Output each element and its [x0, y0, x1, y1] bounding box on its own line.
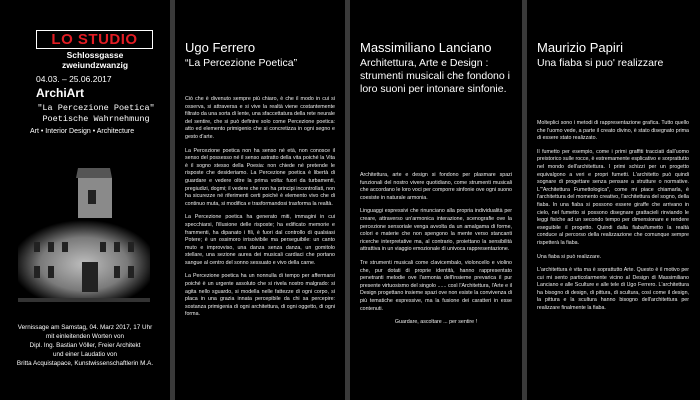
categories-line: Art • Interior Design • Architecture	[30, 128, 135, 135]
vernissage-line: Dipl. Ing. Bastian Völler, Freier Architekt	[29, 342, 141, 349]
vernissage-line: Vernissage am Samstag, 04. Marz 2017, 17 Uhr	[17, 324, 153, 331]
artist-name: Ugo Ferrero	[185, 40, 256, 55]
artist-statement-text	[360, 172, 512, 333]
paragraph: Guardare, ascoltare ... per sentire !	[394, 319, 478, 326]
artist-statement-title: Una fiaba si puo' realizzare	[537, 57, 664, 69]
vernissage-line: mit einleitenden Worten von	[46, 333, 124, 340]
paragraph: La Percezione poetica ha un nonnulla di tempo per affermarsi poiché è un urgente assoluto che si rivela nostro malgrado: si agita nello sguardo, si modella nelle fattezze di ogni corpo, si placa in una grazia innata percepibile da chi sa percepire: sostanza primigenia di ogni architettura, di ogni oggetto, di ogni forma.	[185, 273, 335, 318]
vernissage-line: und einer Laudatio von	[52, 351, 118, 358]
artist-statement-title: Architettura, Arte e Design : strumenti musicali che fondono i loro suoni per intonare sinfonie.	[360, 57, 510, 95]
german-subtitle: Poetische Wahrnehmung	[42, 114, 150, 124]
exhibition-dates: 04.03. – 25.06.2017	[36, 74, 112, 84]
exhibition-title: ArchiArt	[36, 86, 85, 100]
paragraph: L'architettura è vita ma è soprattutto Arte. Questo è il motivo per cui mi sento particolarmente vicino al Design di Massimiliano Lanciano e alle Sculture e alle tele di Ugo Ferrero. L'architettura ha bisogno di design, di pittura, di scultura, così come il design, la pittura e la scultura hanno bisogno dell'architettura per realizzare finalmente la fiaba.	[537, 267, 689, 312]
paragraph: Architettura, arte e design si fondono per plasmare spazi funzionali del nostro vivere quotidiano, come strumenti musicali che accordano le loro voci per comporre sinfonie ove ogni suono coesiste in naturale armonia.	[360, 172, 512, 201]
paragraph: Una fiaba si può realizzare.	[537, 253, 602, 260]
artist-name: Maurizio Papiri	[537, 40, 623, 55]
paragraph: Molteplici sono i metodi di rappresentazione grafica. Tutto quello che l'uomo vede, a parte il creato divino, è stato disegnato prima di essere stato realizzato.	[537, 120, 689, 142]
building-night-photo	[0, 150, 170, 320]
paragraph: La Percezione poetica ha generato miti, immagini in cui specchiarsi, l'illusione delle risposte; ha edificato memorie e frammenti, ha dipanato i fili, è fuori dal controllo di qualsiasi Potere; è un ossimoro irrisolvibile ma perseguibile: un canto muto e improvviso, una danza senza danza, un gomitolo stellare, una sezione aurea dei musicali cardiaci che portano sangue al centro del sonno sessuato e vivo della carne.	[185, 214, 335, 266]
paragraph: Linguaggi espressivi che rinunciano alla propria individualità per creare, attraverso un'armonica interazione, scenografie ove la percezione sensoriale venga avvolta da un amalgama di forme, colori e materie che non spengono la mente verso stancanti ricerche interpretative ma, al contrario, proiettano la sensibilità attrattiva in un viaggio emozionale di univoca rappresentazione.	[360, 208, 512, 253]
artist-statement-text	[537, 120, 689, 319]
vernissage-line: Britta Acquistapace, Kunstwissenschaftlerin M.A.	[16, 360, 154, 367]
studio-logo: LO STUDIO	[36, 30, 153, 49]
paragraph: Il fumetto per esempio, come i primi graffiti tracciati dall'uomo preistorico sulle rocce, è estremamente esplicativo e sorprattutto nel mondo dell'architettura. I primi schizzi per un progetto equivalgono a veri e propri fumetti. L'architetto può quindi sognare di progettare senza pensare a strutture o normative. L'"Architettura Fumettologica", come mi piace chiamarla, è l'architettura del momento creativo, l'architettura del sogno, della fiaba. In una fiaba si possono essere giraffe che arrivano in cielo, nel fumetto si possono disegnare grattacieli rinviando le leggi fisiche ad un secondo tempo per dimensionare e rendere eseguibile il progetto. Quindi dalla fiaba/fumetto la realtà conduce al percorso della realizzazione che comunque sempre rispetterà la fiaba.	[537, 148, 689, 246]
artist-name: Massimiliano Lanciano	[360, 40, 492, 55]
italian-subtitle: "La Percezione Poetica"	[37, 103, 155, 113]
cover-panel	[0, 0, 170, 400]
studio-address: Schlossgasse zweiundzwanzig	[61, 50, 129, 70]
paragraph: Tre strumenti musicali come clavicembalo, violoncello e violino che, pur dotati di proprie identità, hanno rappresentato penetranti melodie ove l'armonia dell'insieme prevarica il pur presente virtuosismo del singolo ...... così l'Architettura, l'Arte e il Design progettano insieme spazi ove non esiste la convivenza di più tematiche espressive, ma la fusione dei caratteri in esse contenuti.	[360, 259, 512, 312]
artist-panel-ferrero	[175, 0, 345, 400]
paragraph: Ciò che è divenuto sempre più chiaro, è che il modo in cui si osserva, si attraversa e si vive la realtà viene costantemente filtrato da una sorta di lente, una sfaccettatura della rete neurale del sentire, che si può definire solo come Percezione poetica: atto ed elemento primigenio che si concretizza in ogni segno e gesto d'arte.	[185, 96, 335, 140]
vernissage-info	[0, 323, 170, 368]
artist-statement-text	[185, 96, 335, 325]
artist-panel-lanciano	[350, 0, 522, 400]
paragraph: La Percezione poetica non ha senso né età, non conosce il senso del possesso né il senso astratto della vita poiché la Vita è il sogno stesso della Poesia: non chiede né pretende le risposte che desideriamo. La Percezione poetica è libertà di guardare e vedere oltre la prima volta: fuori da turbamenti, pregiudizi, dogmi; il vedere che non ha principi incontrollati, non ha sicurezze né riferimenti certi poiché è elemento vivo che di continuo muta, si modifica e trasformandosi trasforma la realtà.	[185, 147, 335, 207]
artist-panel-papiri	[527, 0, 700, 400]
artist-statement-title: “La Percezione Poetica”	[185, 57, 298, 69]
